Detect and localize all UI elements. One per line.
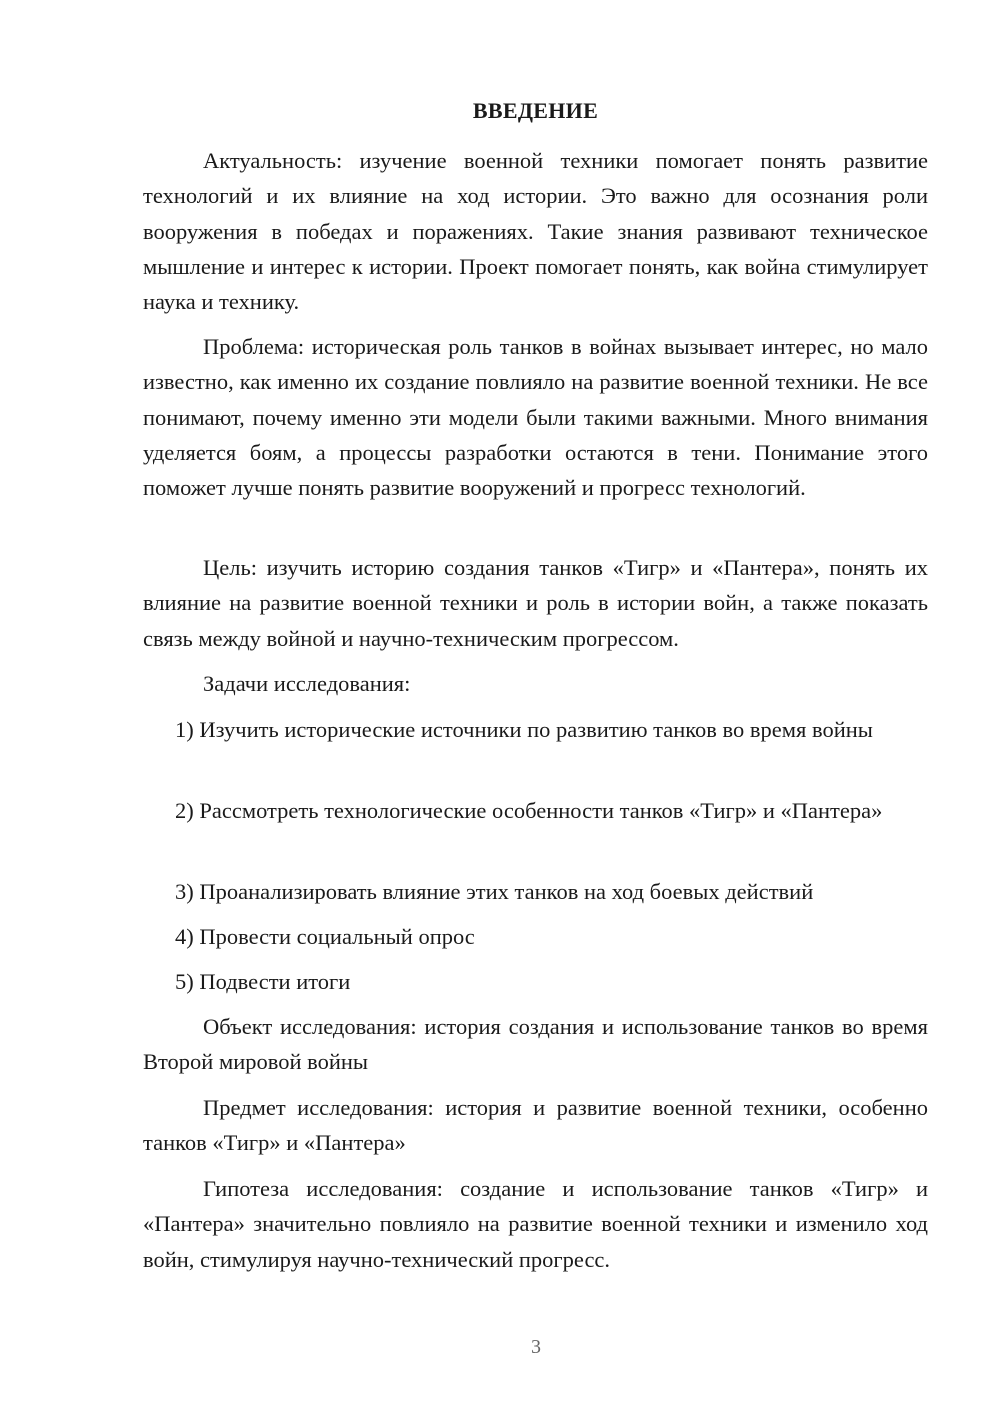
- page-number: 3: [531, 1336, 541, 1358]
- subject-paragraph: Предмет исследования: история и развитие военной техники, особенно танков «Тигр» и «Пантера»: [143, 1095, 928, 1156]
- task-item-4: 4) Провести социальный опрос: [175, 924, 475, 949]
- task-item-2: 2) Рассмотреть технологические особенности танков «Тигр» и «Пантера»: [175, 798, 883, 823]
- relevance-paragraph: Актуальность: изучение военной техники помогает понять развитие технологий и их влияние на ход истории. Это важно для осознания роли вооружения в победах и поражениях. Такие знания развивают техническое мышление и интерес к истории. Проект помогает понять, как война стимулирует наука и технику.: [143, 148, 928, 315]
- goal-paragraph: Цель: изучить историю создания танков «Тигр» и «Пантера», понять их влияние на развитие военной техники и роль в истории войн, а также показать связь между войной и научно-техническим прогрессом.: [143, 555, 928, 651]
- hypothesis-paragraph: Гипотеза исследования: создание и использование танков «Тигр» и «Пантера» значительно повлияло на развитие военной техники и изменило ход войн, стимулируя научно-технический прогресс.: [143, 1176, 928, 1272]
- task-item-1: 1) Изучить исторические источники по развитию танков во время войны: [175, 717, 873, 742]
- object-paragraph: Объект исследования: история создания и использование танков во время Второй мировой войны: [143, 1014, 928, 1075]
- task-item-5: 5) Подвести итоги: [175, 969, 351, 994]
- page-title: ВВЕДЕНИЕ: [472, 98, 599, 123]
- problem-paragraph: Проблема: историческая роль танков в войнах вызывает интерес, но мало известно, как именно их создание повлияло на развитие военной техники. Не все понимают, почему именно эти модели были такими важными. Много внимания уделяется боям, а процессы разработки остаются в тени. Понимание этого поможет лучше понять развитие вооружений и прогресс технологий.: [143, 334, 928, 501]
- task-item-3: 3) Проанализировать влияние этих танков на ход боевых действий: [175, 879, 814, 904]
- tasks-heading: Задачи исследования:: [203, 671, 411, 696]
